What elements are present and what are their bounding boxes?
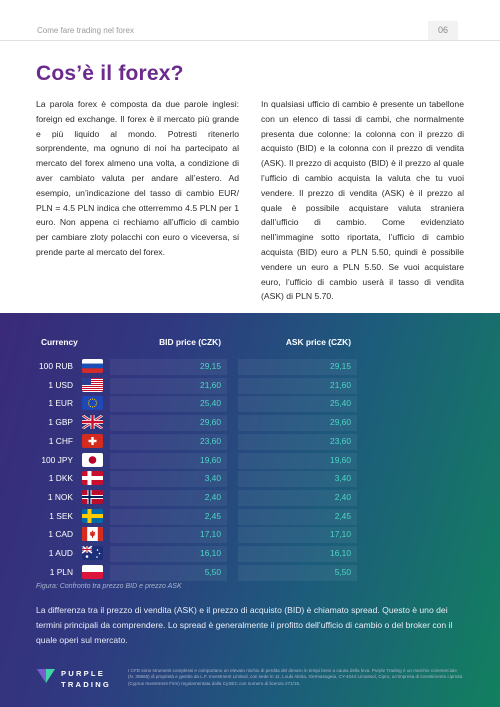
currency-label: 100 JPY xyxy=(41,454,73,465)
right-column-text: In qualsiasi ufficio di cambio è presente un tabellone con un elenco di tassi di cambi, che normalmente presenta due colonne: la colonna con il prezzo di acquisto (BID) e la colonna con il prezzo di vendita (ASK). Il prezzo di acquisto (BID) è il prezzo al quale l’ufficio di cambio acquista la valuta che tu vuoi vendere. Il prezzo di vendita (ASK) è il prezzo al quale è possibile acquistare valuta straniera dall’ufficio di cambio. Come evidenziato nell’immagine sotto riportata, l’ufficio di cambio acquista (BID) euro a PLN 5.50, quindi è possibile vendere un euro a PLN 5.50. Se vuoi acquistare euro, l’ufficio di cambio userà il tasso di vendita (ASK) di PLN 5.70. xyxy=(261,99,464,302)
table-row xyxy=(0,434,500,450)
currency-label: 1 AUD xyxy=(48,548,73,558)
bid-value: 2,40 xyxy=(204,491,221,502)
ask-value: 5,50 xyxy=(334,566,351,577)
purple-trading-logo xyxy=(37,666,117,696)
table-row xyxy=(0,565,500,581)
spread-paragraph: La differenza tra il prezzo di vendita (ASK) e il prezzo di acquisto (BID) è chiamato spread. Questo è uno dei termini principali da comprendere. Lo spread è generalmente il profitto dell’ufficio di cambio o del broker con il quale operi sul mercato. xyxy=(36,605,453,645)
table-row xyxy=(0,546,500,562)
currency-label: 1 PLN xyxy=(49,566,73,577)
page-number: 06 xyxy=(437,25,448,35)
ask-value: 29,60 xyxy=(330,417,351,428)
left-column-text: La parola forex è composta da due parole inglesi: foreign ed exchange. Il forex è il mercato più grande e più liquido al mondo. Potresti ritenerlo sorprendente, ma ognuno di noi ha partecipato al mercato del forex almeno una volta, a condizione di aver cambiato valuta per andare all’estero. Ad esempio, un’indicazione del tasso di cambio EUR/ PLN = 4.5 PLN indica che otterremmo 4.5 PLN per 1 euro. Non appena ci rechiamo all’ufficio di cambio per cambiare zloty polacchi con euro o viceversa, si prende parte al mercato del forex. xyxy=(36,99,239,257)
bid-value: 25,40 xyxy=(200,398,221,409)
table-row xyxy=(0,415,500,431)
ask-value: 29,15 xyxy=(330,361,351,371)
bid-value: 2,45 xyxy=(204,510,221,521)
currency-label: 1 USD xyxy=(48,379,73,390)
bid-value: 23,60 xyxy=(200,435,221,446)
bid-value: 17,10 xyxy=(200,529,221,540)
logo-text-line1: PURPLE xyxy=(61,669,106,678)
table-row xyxy=(0,453,500,469)
currency-label: 1 EUR xyxy=(48,398,73,409)
header-divider xyxy=(0,40,500,41)
bid-value: 29,60 xyxy=(200,417,221,428)
currency-label: 1 DKK xyxy=(48,473,73,484)
page-title: Cos’è il forex? xyxy=(36,62,184,85)
ask-value: 25,40 xyxy=(330,398,351,409)
currency-label: 100 RUB xyxy=(39,361,73,371)
ask-value: 2,45 xyxy=(334,510,351,521)
bid-value: 3,40 xyxy=(204,473,221,484)
table-row xyxy=(0,527,500,543)
header-currency: Currency xyxy=(41,337,78,347)
bid-value: 5,50 xyxy=(204,566,221,577)
ask-value: 17,10 xyxy=(330,529,351,540)
bid-value: 29,15 xyxy=(200,361,221,371)
bid-value: 19,60 xyxy=(200,454,221,465)
page-header xyxy=(0,0,500,44)
bid-value: 16,10 xyxy=(200,548,221,558)
ask-value: 3,40 xyxy=(334,473,351,484)
ask-value: 21,60 xyxy=(330,379,351,390)
ask-value: 19,60 xyxy=(330,454,351,465)
logo-text-line2: TRADING xyxy=(61,680,111,689)
currency-label: 1 SEK xyxy=(49,510,73,521)
risk-disclaimer: I CFD sono strumenti complessi e comportano un elevato rischio di perdita del denaro in tempi brevi a causa della leva. Purple Trading è un marchio commerciale (N. 35865) di proprietà e gestito da L.F. Investment Limited, con sede in 11, Louki Akrita, Germasogeia, CY-4044 Limassol, Cipro, un’impresa di investimento cipriota (Cyprus Investment Firm) regolamentata dalla CySEC con numero di licenza 271/15. xyxy=(128,668,463,686)
table-row xyxy=(0,378,500,394)
logo-icon xyxy=(37,669,55,683)
ask-value: 2,40 xyxy=(334,491,351,502)
table-row xyxy=(0,471,500,487)
header-ask: ASK price (CZK) xyxy=(285,337,351,347)
ask-value: 16,10 xyxy=(330,548,351,558)
table-row xyxy=(0,359,500,375)
currency-label: 1 GBP xyxy=(48,417,73,428)
header-title: Come fare trading nel forex xyxy=(37,26,134,35)
table-row xyxy=(0,509,500,525)
currency-label: 1 CHF xyxy=(48,435,73,446)
table-row xyxy=(0,396,500,412)
currency-label: 1 NOK xyxy=(47,491,73,502)
figure-caption: Figura: Confronto tra prezzo BID e prezzo ASK xyxy=(36,583,182,590)
ask-value: 23,60 xyxy=(330,435,351,446)
currency-label: 1 CAD xyxy=(48,529,73,540)
table-row xyxy=(0,490,500,506)
bid-value: 21,60 xyxy=(200,379,221,390)
header-bid: BID price (CZK) xyxy=(159,337,221,347)
